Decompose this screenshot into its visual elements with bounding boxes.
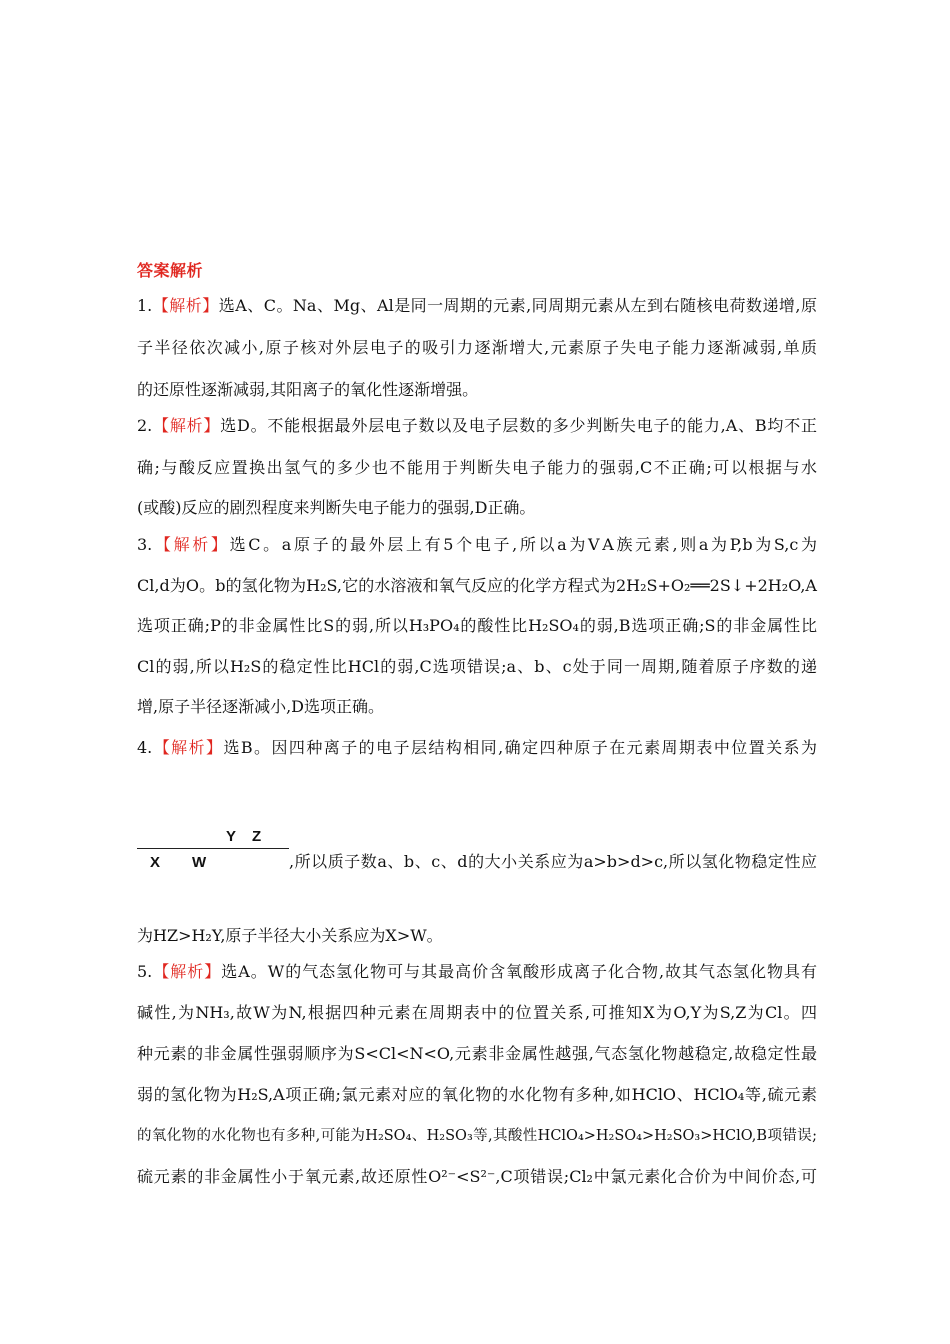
- item-5-line-5: 的氧化物的水化物也有多种,可能为H₂SO₄、H₂SO₃等,其酸性HClO₄>H₂SO₄>H₂SO₃>HClO,B项错误;: [137, 1128, 817, 1144]
- table-rule: [137, 848, 289, 849]
- analysis-tag: 【解析】: [152, 962, 222, 981]
- item-2-line-3: (或酸)反应的剧烈程度来判断失电子能力的强弱,D正确。: [137, 498, 536, 517]
- item-1-line-2: 子半径依次减小,原子核对外层电子的吸引力逐渐增大,元素原子失电子能力逐渐减弱,单质: [137, 338, 817, 357]
- item-3-line-5: 增,原子半径逐渐减小,D选项正确。: [137, 697, 385, 716]
- item-1-line-3: 的还原性逐渐减弱,其阳离子的氧化性逐渐增强。: [137, 380, 479, 399]
- item-4-after-table: ,所以质子数a、b、c、d的大小关系应为a>b>d>c,所以氢化物稳定性应: [289, 852, 817, 871]
- item-4-tail: 为HZ>H₂Y,原子半径大小关系应为X>W。: [137, 926, 443, 945]
- item-3-line-1: 3.【解析】选C。a原子的最外层上有5个电子,所以a为ⅤA族元素,则a为P,b为S,c为: [137, 535, 817, 554]
- item-3-line-4: Cl的弱,所以H₂S的稳定性比HCl的弱,C选项错误;a、b、c处于同一周期,随着原子序数的递: [137, 657, 817, 676]
- item-number: 3.: [137, 535, 153, 554]
- table-cell-z: Z: [252, 828, 262, 845]
- item-3-line-3: 选项正确;P的非金属性比S的弱,所以H₃PO₄的酸性比H₂SO₄的弱,B选项正确;S的非金属性比: [137, 616, 817, 635]
- periodic-position-table: [137, 826, 289, 876]
- item-number: 4.: [137, 738, 153, 757]
- item-1-line-1: 1.【解析】选A、C。Na、Mg、Al是同一周期的元素,同周期元素从左到右随核电荷数递增,原: [137, 296, 817, 315]
- item-5-line-1: 5.【解析】选A。W的气态氢化物可与其最高价含氧酸形成离子化合物,故其气态氢化物具有: [137, 962, 817, 981]
- table-cell-y: Y: [226, 828, 237, 845]
- item-4-line-1: 4.【解析】选B。因四种离子的电子层结构相同,确定四种原子在元素周期表中位置关系为: [137, 738, 817, 757]
- item-5-line-3: 种元素的非金属性强弱顺序为S<Cl<N<O,元素非金属性越强,气态氢化物越稳定,故稳定性最: [137, 1044, 817, 1063]
- item-number: 5.: [137, 962, 153, 981]
- item-number: 2.: [137, 416, 153, 435]
- item-2-line-2: 确;与酸反应置换出氢气的多少也不能用于判断失电子能力的强弱,C不正确;可以根据与水: [137, 458, 817, 477]
- analysis-tag: 【解析】: [152, 416, 221, 435]
- item-number: 1.: [137, 296, 153, 315]
- item-3-line-2: Cl,d为O。b的氢化物为H₂S,它的水溶液和氧气反应的化学方程式为2H₂S+O₂══2S↓+2H₂O,A: [137, 576, 817, 595]
- analysis-tag: 【解析】: [152, 738, 224, 757]
- table-cell-x: X: [150, 854, 161, 871]
- item-5-line-6: 硫元素的非金属性小于氧元素,故还原性O²⁻<S²⁻,C项错误;Cl₂中氯元素化合价为中间价态,可: [137, 1167, 817, 1186]
- analysis-tag: 【解析】: [152, 296, 219, 315]
- table-cell-w: W: [192, 854, 207, 871]
- item-2-line-1: 2.【解析】选D。不能根据最外层电子数以及电子层数的多少判断失电子的能力,A、B均不正: [137, 416, 817, 435]
- item-5-line-4: 弱的氢化物为H₂S,A项正确;氯元素对应的氧化物的水化物有多种,如HClO、HClO₄等,硫元素: [137, 1085, 817, 1104]
- item-5-line-2: 碱性,为NH₃,故W为N,根据四种元素在周期表中的位置关系,可推知X为O,Y为S,Z为Cl。四: [137, 1003, 817, 1022]
- analysis-tag: 【解析】: [152, 535, 230, 554]
- answer-heading: 答案解析: [137, 261, 204, 280]
